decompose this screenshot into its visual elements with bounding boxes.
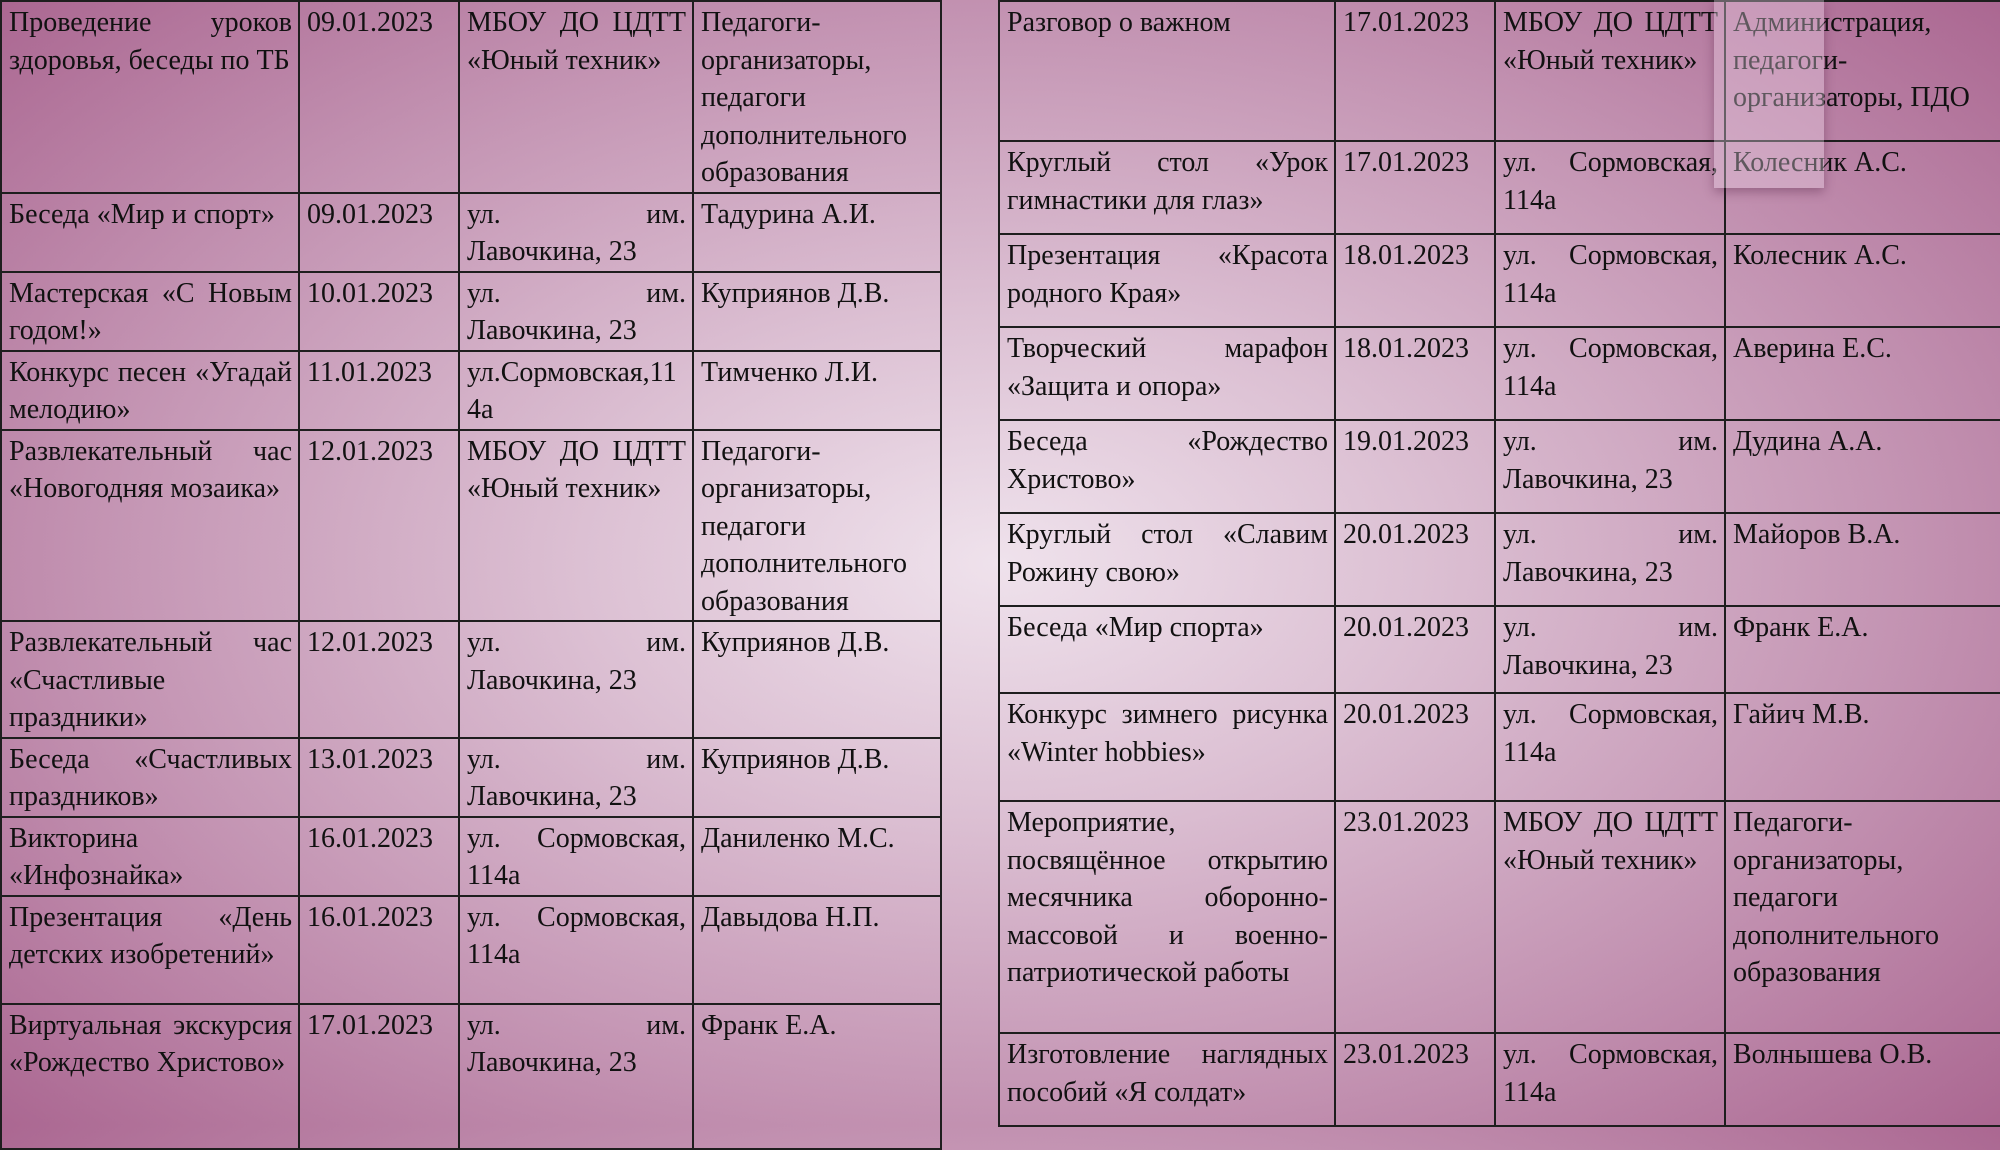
place-cell: ул. им. Лавочкина, 23 bbox=[459, 193, 693, 272]
date-cell: 20.01.2023 bbox=[1335, 513, 1495, 606]
table-row bbox=[999, 420, 2000, 513]
place-cell: ул. им. Лавочкина, 23 bbox=[459, 738, 693, 817]
event-cell: Разговор о важном bbox=[999, 1, 1335, 141]
table-row bbox=[1, 621, 941, 738]
date-cell: 09.01.2023 bbox=[299, 1, 459, 193]
table-row bbox=[1, 351, 941, 430]
event-cell: Беседа «Счастливых праздников» bbox=[1, 738, 299, 817]
responsible-cell: Куприянов Д.В. bbox=[693, 621, 941, 738]
date-cell: 10.01.2023 bbox=[299, 272, 459, 351]
schedule-table-right bbox=[998, 0, 2000, 1127]
responsible-cell: Педагоги-организаторы, педагоги дополнительного образования bbox=[1725, 801, 2000, 1033]
date-cell: 16.01.2023 bbox=[299, 896, 459, 1004]
date-cell: 12.01.2023 bbox=[299, 430, 459, 622]
responsible-cell: Аверина Е.С. bbox=[1725, 327, 2000, 420]
table-row bbox=[1, 193, 941, 272]
responsible-cell: Администрация, педагоги-организаторы, ПДО bbox=[1725, 1, 2000, 141]
event-cell: Виртуальная экскурсия «Рождество Христово» bbox=[1, 1004, 299, 1149]
responsible-cell: Тадурина А.И. bbox=[693, 193, 941, 272]
date-cell: 23.01.2023 bbox=[1335, 1033, 1495, 1126]
place-cell: ул. им. Лавочкина, 23 bbox=[1495, 420, 1725, 513]
place-cell: ул. Сормовская, 114а bbox=[1495, 1033, 1725, 1126]
table-row bbox=[1, 738, 941, 817]
place-cell: ул. Сормовская, 114а bbox=[1495, 234, 1725, 327]
date-cell: 11.01.2023 bbox=[299, 351, 459, 430]
event-cell: Презентация «Красота родного Края» bbox=[999, 234, 1335, 327]
responsible-cell: Колесник А.С. bbox=[1725, 234, 2000, 327]
event-cell: Мероприятие, посвящённое открытию месячника оборонно-массовой и военно-патриотической работы bbox=[999, 801, 1335, 1033]
place-cell: ул. Сормовская, 114а bbox=[1495, 327, 1725, 420]
place-cell: МБОУ ДО ЦДТТ «Юный техник» bbox=[1495, 801, 1725, 1033]
table-row bbox=[1, 1004, 941, 1149]
event-cell: Творческий марафон «Защита и опора» bbox=[999, 327, 1335, 420]
event-cell: Викторина «Инфознайка» bbox=[1, 817, 299, 896]
date-cell: 16.01.2023 bbox=[299, 817, 459, 896]
event-cell: Изготовление наглядных пособий «Я солдат» bbox=[999, 1033, 1335, 1126]
event-cell: Беседа «Рождество Христово» bbox=[999, 420, 1335, 513]
place-cell: ул. им. Лавочкина, 23 bbox=[459, 272, 693, 351]
event-cell: Развлекательный час «Новогодняя мозаика» bbox=[1, 430, 299, 622]
responsible-cell: Тимченко Л.И. bbox=[693, 351, 941, 430]
date-cell: 19.01.2023 bbox=[1335, 420, 1495, 513]
table-row bbox=[999, 327, 2000, 420]
responsible-cell: Майоров В.А. bbox=[1725, 513, 2000, 606]
table-row bbox=[999, 606, 2000, 693]
table-row bbox=[999, 1033, 2000, 1126]
date-cell: 18.01.2023 bbox=[1335, 327, 1495, 420]
date-cell: 13.01.2023 bbox=[299, 738, 459, 817]
responsible-cell: Дудина А.А. bbox=[1725, 420, 2000, 513]
place-cell: ул. им. Лавочкина, 23 bbox=[459, 1004, 693, 1149]
date-cell: 23.01.2023 bbox=[1335, 801, 1495, 1033]
date-cell: 20.01.2023 bbox=[1335, 693, 1495, 801]
responsible-cell: Гайич М.В. bbox=[1725, 693, 2000, 801]
table-row bbox=[1, 430, 941, 622]
table-row bbox=[999, 141, 2000, 234]
date-cell: 20.01.2023 bbox=[1335, 606, 1495, 693]
table-row bbox=[999, 234, 2000, 327]
table-row bbox=[999, 801, 2000, 1033]
responsible-cell: Педагоги-организаторы, педагоги дополнительного образования bbox=[693, 1, 941, 193]
date-cell: 09.01.2023 bbox=[299, 193, 459, 272]
event-cell: Круглый стол «Славим Рожину свою» bbox=[999, 513, 1335, 606]
responsible-cell: Франк Е.А. bbox=[693, 1004, 941, 1149]
place-cell: МБОУ ДО ЦДТТ «Юный техник» bbox=[459, 1, 693, 193]
event-cell: Конкурс песен «Угадай мелодию» bbox=[1, 351, 299, 430]
table-row bbox=[1, 817, 941, 896]
place-cell: МБОУ ДО ЦДТТ «Юный техник» bbox=[1495, 1, 1725, 141]
event-cell: Круглый стол «Урок гимнастики для глаз» bbox=[999, 141, 1335, 234]
date-cell: 17.01.2023 bbox=[299, 1004, 459, 1149]
responsible-cell: Куприянов Д.В. bbox=[693, 272, 941, 351]
responsible-cell: Франк Е.А. bbox=[1725, 606, 2000, 693]
date-cell: 12.01.2023 bbox=[299, 621, 459, 738]
event-cell: Развлекательный час «Счастливые праздники» bbox=[1, 621, 299, 738]
responsible-cell: Волнышева О.В. bbox=[1725, 1033, 2000, 1126]
event-cell: Презентация «День детских изобретений» bbox=[1, 896, 299, 1004]
table-row bbox=[999, 513, 2000, 606]
responsible-cell: Педагоги-организаторы, педагоги дополнительного образования bbox=[693, 430, 941, 622]
responsible-cell: Даниленко М.С. bbox=[693, 817, 941, 896]
table-row bbox=[1, 896, 941, 1004]
date-cell: 18.01.2023 bbox=[1335, 234, 1495, 327]
event-cell: Беседа «Мир спорта» bbox=[999, 606, 1335, 693]
place-cell: МБОУ ДО ЦДТТ «Юный техник» bbox=[459, 430, 693, 622]
event-cell: Конкурс зимнего рисунка «Winter hobbies» bbox=[999, 693, 1335, 801]
event-cell: Мастерская «С Новым годом!» bbox=[1, 272, 299, 351]
responsible-cell: Колесник А.С. bbox=[1725, 141, 2000, 234]
place-cell: ул. Сормовская, 114а bbox=[459, 817, 693, 896]
place-cell: ул. им. Лавочкина, 23 bbox=[1495, 606, 1725, 693]
table-row bbox=[1, 272, 941, 351]
place-cell: ул. им. Лавочкина, 23 bbox=[459, 621, 693, 738]
table-row bbox=[999, 1, 2000, 141]
event-cell: Беседа «Мир и спорт» bbox=[1, 193, 299, 272]
event-cell: Проведение уроков здоровья, беседы по ТБ bbox=[1, 1, 299, 193]
responsible-cell: Давыдова Н.П. bbox=[693, 896, 941, 1004]
date-cell: 17.01.2023 bbox=[1335, 141, 1495, 234]
place-cell: ул. Сормовская, 114а bbox=[1495, 693, 1725, 801]
date-cell: 17.01.2023 bbox=[1335, 1, 1495, 141]
table-row bbox=[999, 693, 2000, 801]
place-cell: ул. Сормовская, 114а bbox=[1495, 141, 1725, 234]
schedule-table-left bbox=[0, 0, 942, 1150]
responsible-cell: Куприянов Д.В. bbox=[693, 738, 941, 817]
place-cell: ул.Сормовская,114а bbox=[459, 351, 693, 430]
table-row bbox=[1, 1, 941, 193]
place-cell: ул. им. Лавочкина, 23 bbox=[1495, 513, 1725, 606]
place-cell: ул. Сормовская, 114а bbox=[459, 896, 693, 1004]
